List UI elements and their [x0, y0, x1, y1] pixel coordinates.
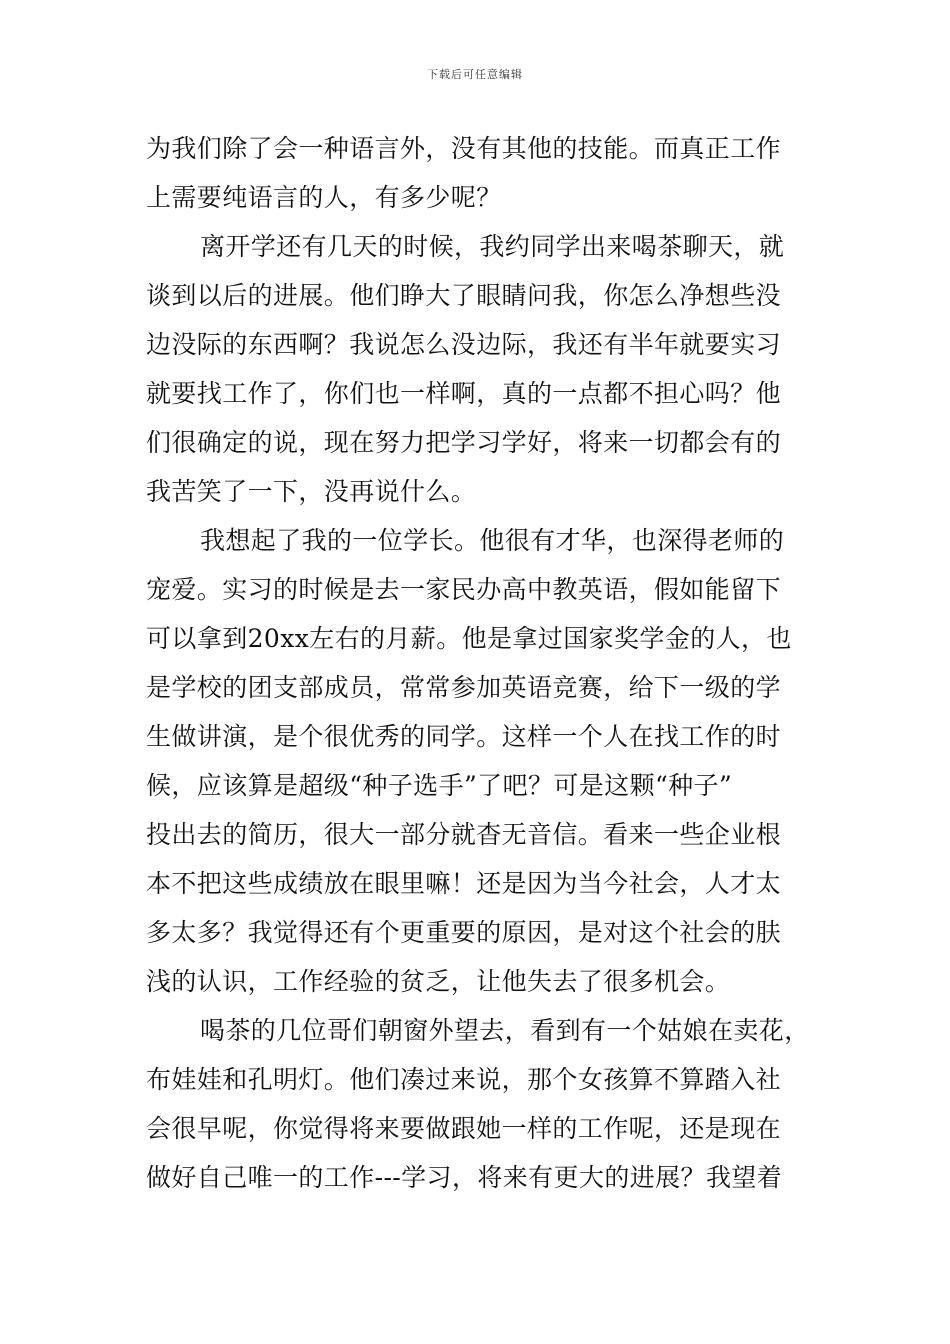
- text-line: 为我们除了会一种语言外，没有其他的技能。而真正工作: [146, 134, 782, 163]
- text-line: 多太多？我觉得还有个更重要的原因，是对这个社会的肤: [146, 918, 782, 947]
- text-line: 们很确定的说，现在努力把学习学好，将来一切都会有的: [146, 428, 782, 457]
- paragraph-start-line: 喝茶的几位哥们朝窗外望去，看到有一个姑娘在卖花，: [200, 1016, 810, 1045]
- paragraph-start-line: 离开学还有几天的时候，我约同学出来喝茶聊天，就: [200, 232, 785, 261]
- text-line: 是学校的团支部成员，常常参加英语竞赛，给下一级的学: [146, 673, 782, 702]
- text-line: 生做讲演，是个很优秀的同学。这样一个人在找工作的时: [146, 722, 782, 751]
- text-line: 谈到以后的进展。他们睁大了眼睛问我，你怎么净想些没: [146, 281, 782, 310]
- text-line: 浅的认识，工作经验的贫乏，让他失去了很多机会。: [146, 967, 731, 996]
- text-line: 宠爱。实习的时候是去一家民办高中教英语，假如能留下: [146, 575, 782, 604]
- text-line: 我苦笑了一下，没再说什么。: [146, 477, 477, 506]
- text-line: 会很早呢，你觉得将来要做跟她一样的工作呢，还是现在: [146, 1114, 782, 1143]
- text-line: 上需要纯语言的人，有多少呢？: [146, 183, 502, 212]
- text-line: 本不把这些成绩放在眼里嘛！还是因为当今社会，人才太: [146, 869, 782, 898]
- text-line: 投出去的简历，很大一部分就杳无音信。看来一些企业根: [146, 820, 782, 849]
- page-header: 下载后可任意编辑: [427, 68, 523, 81]
- text-line: 做好自己唯一的工作---学习，将来有更大的进展？我望着: [146, 1163, 783, 1192]
- text-line: 边没际的东西啊？我说怎么没边际，我还有半年就要实习: [146, 330, 782, 359]
- document-body: [146, 124, 816, 1202]
- text-line: 可以拿到20xx左右的月薪。他是拿过国家奖学金的人，也: [146, 624, 792, 653]
- paragraph-start-line: 我想起了我的一位学长。他很有才华，也深得老师的: [200, 526, 785, 555]
- text-line: 布娃娃和孔明灯。他们凑过来说，那个女孩算不算踏入社: [146, 1065, 782, 1094]
- text-line: 就要找工作了，你们也一样啊，真的一点都不担心吗？他: [146, 379, 782, 408]
- text-line: 候，应该算是超级“种子选手”了吧？可是这颗“种子”: [146, 771, 733, 800]
